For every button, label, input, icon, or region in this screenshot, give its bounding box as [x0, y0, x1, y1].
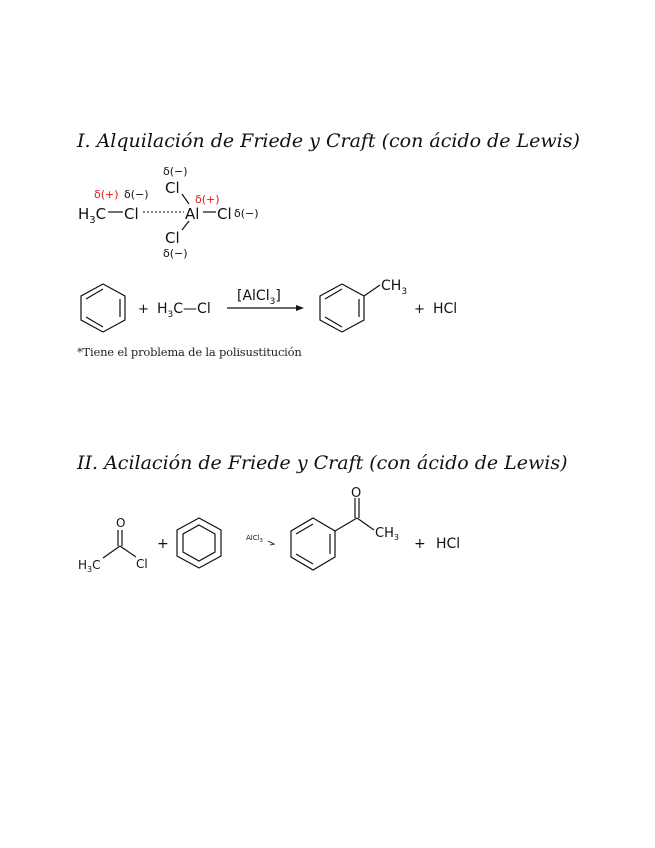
aluminum-label: Al — [185, 205, 200, 223]
polysubstitution-note: *Tiene el problema de la polisustitución — [77, 345, 302, 359]
toluene-product — [320, 278, 407, 332]
benzene-ring-outline — [291, 518, 335, 570]
acetyl-chloride-reactant — [78, 516, 148, 574]
aluminum-chloride-catalyst: [AlCl$_3$] — [237, 288, 281, 307]
benzene-double-bond — [325, 289, 342, 299]
benzene-double-bond — [325, 317, 342, 327]
catalyst-arrow-stroke — [268, 541, 274, 544]
carbon-chlorine-bond — [120, 546, 136, 557]
acyl-oxygen-label: O — [116, 516, 126, 530]
methyl-substituent-label: $CH_3$ — [381, 278, 408, 297]
plus-sign: + — [414, 302, 425, 317]
acylation-reaction — [78, 486, 460, 574]
acetophenone-product — [291, 486, 399, 570]
al-cl-top-bond — [182, 194, 189, 204]
chloride-right-label: Cl — [217, 205, 232, 223]
benzene-ring-outline — [81, 284, 125, 332]
benzene-double-bond — [86, 289, 103, 299]
partial-negative-cl-label: δ(−) — [124, 188, 149, 201]
alkyl-halide-lewis-acid-complex — [78, 165, 259, 260]
section-1-title: I. Alquilación de Friede y Craft (con ácido de Lewis) — [77, 130, 580, 152]
acyl-methyl-label: $H_3C$ — [78, 558, 101, 574]
aluminum-chloride-catalyst: AlCl$_3$ — [246, 534, 263, 544]
benzene-double-bond — [296, 524, 313, 534]
reaction-arrow-head — [296, 305, 304, 311]
partial-negative-top-label: δ(−) — [163, 165, 188, 178]
carbonyl-methyl-bond — [357, 518, 374, 530]
product-methyl-label: $CH_3$ — [375, 526, 399, 542]
hydrogen-chloride-byproduct: HCl — [436, 536, 461, 552]
carbon-chloride-label: Cl — [124, 205, 139, 223]
chloride-top-label: Cl — [165, 179, 180, 197]
methyl-substituent-bond — [364, 285, 380, 296]
partial-positive-al-label: δ(+) — [195, 193, 220, 206]
benzene-double-bond — [86, 317, 103, 327]
plus-sign: + — [138, 302, 149, 317]
ring-carbonyl-bond — [335, 518, 357, 531]
benzene-double-bond — [296, 554, 313, 564]
alkylation-reaction — [81, 278, 457, 332]
partial-negative-right-label: δ(−) — [234, 207, 259, 220]
carbon-methyl-bond — [103, 546, 120, 558]
benzene-ring-outline — [320, 284, 364, 332]
section-2-title: II. Acilación de Friede y Craft (con ácido de Lewis) — [77, 452, 568, 474]
methyl-chloride-reagent: $H_3C—Cl$ — [157, 301, 211, 320]
partial-positive-carbon-label: δ(+) — [94, 188, 119, 201]
benzene-reactant — [177, 518, 221, 568]
benzene-reactant — [81, 284, 125, 332]
hydrogen-chloride-byproduct: HCl — [433, 301, 458, 317]
plus-sign: + — [157, 536, 169, 552]
methyl-group-label: $H_3C$ — [78, 205, 107, 226]
plus-sign: + — [414, 536, 426, 552]
catalyst-arrow-stroke — [270, 544, 275, 545]
benzene-inner-ring — [183, 525, 215, 561]
product-oxygen-label: O — [351, 486, 362, 501]
partial-negative-bottom-label: δ(−) — [163, 247, 188, 260]
chloride-bottom-label: Cl — [165, 229, 180, 247]
acyl-chlorine-label: Cl — [136, 557, 148, 571]
